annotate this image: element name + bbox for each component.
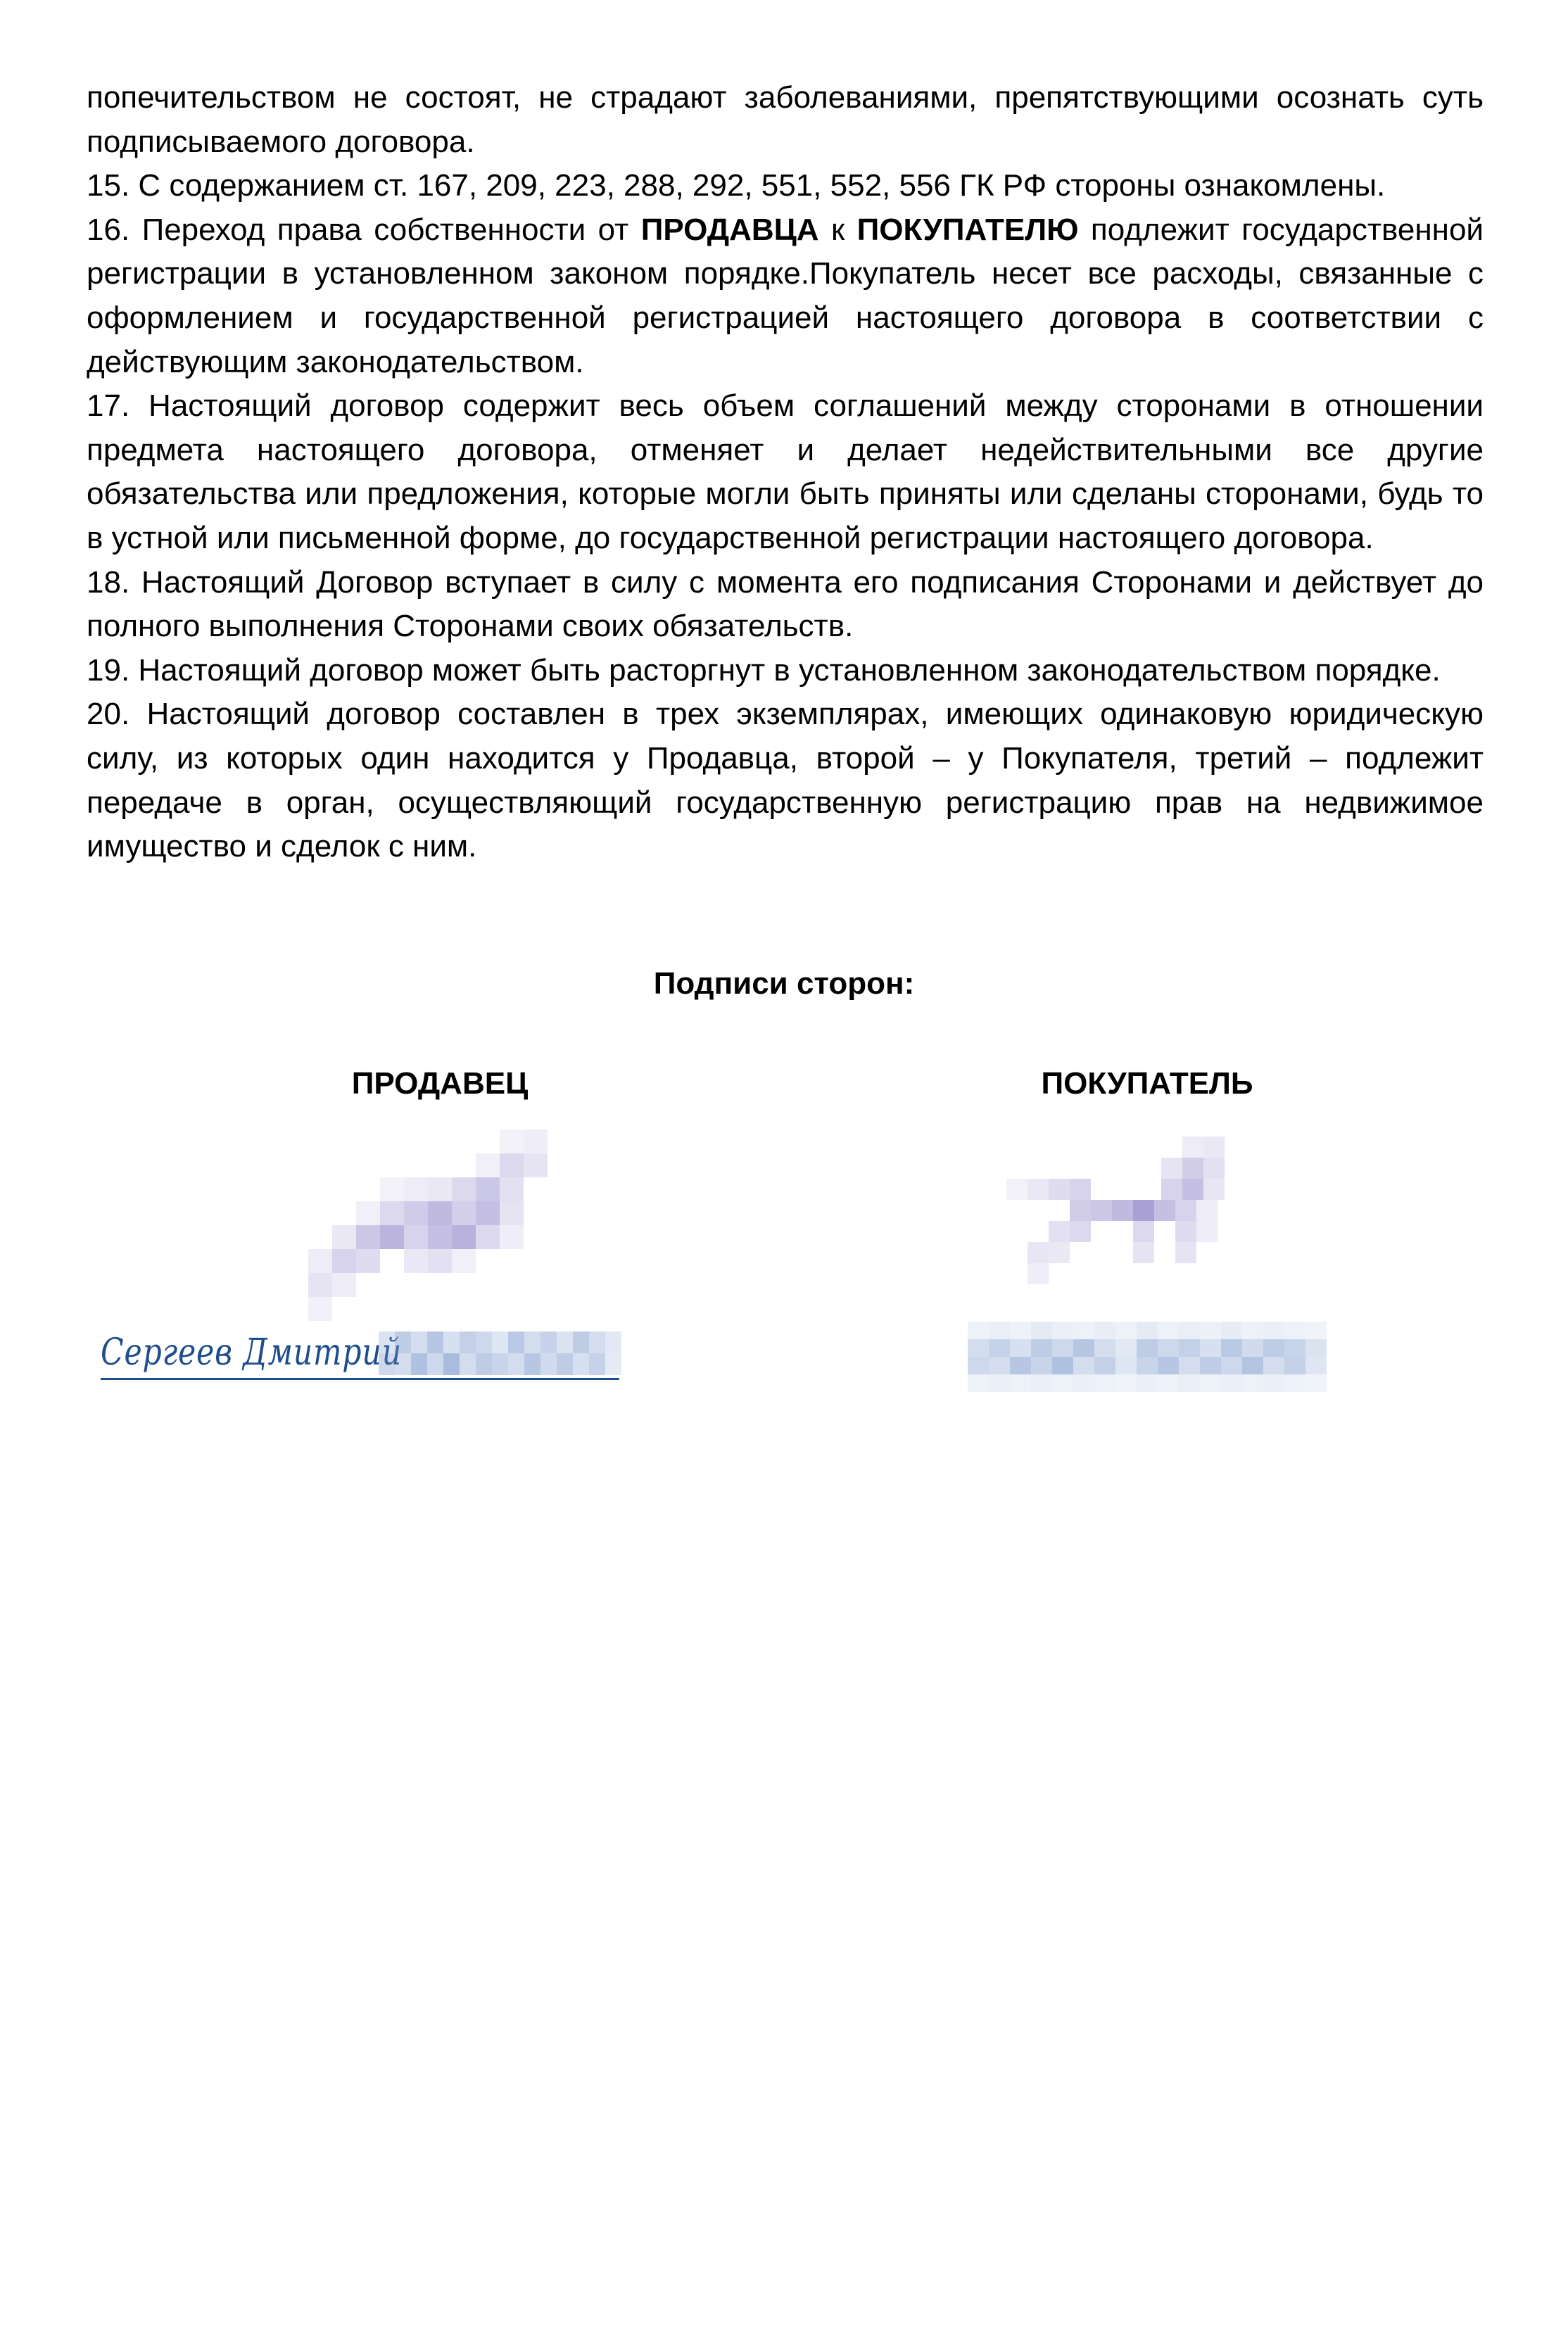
signatures-heading: Подписи сторон: (653, 966, 915, 1001)
clause-14-tail: попечительством не состоят, не страдают заболеваниями, препятствующими осознать суть подписываемого договора. (87, 80, 1484, 159)
clause-19: 19. Настоящий договор может быть расторгнут в установленном законодательством порядке. (87, 652, 1441, 688)
contract-clauses (87, 76, 1484, 869)
seller-name-underline (101, 1378, 619, 1380)
clause-18: 18. Настоящий Договор вступает в силу с момента его подписания Сторонами и действует до полного выполнения Сторонами своих обязательств. (87, 564, 1484, 644)
buyer-name-redacted (968, 1322, 1348, 1392)
clause-15: 15. С содержанием ст. 167, 209, 223, 288, 292, 551, 552, 556 ГК РФ стороны ознакомлены. (87, 168, 1386, 203)
seller-name-script: Сергеев Дмитрий (101, 1331, 402, 1374)
seller-label: ПРОДАВЕЦ (351, 1066, 529, 1101)
clause-16-part-a: 16. Переход права собственности от (87, 212, 641, 247)
clause-17: 17. Настоящий договор содержит весь объем соглашений между сторонами в отношении предмета настоящего договора, отменяет и делает недействительными все другие обязательства или предложения, которые могли быть приняты или сделаны сторонами, будь то в устной или письменной форме, до государственной регистрации настоящего договора. (87, 388, 1484, 555)
clause-16-part-b: к (818, 212, 857, 247)
clause-16-part-c: подлежит государственной регистрации в установленном законом порядке.Покупатель несет все расходы, связанные с оформлением и государственной регистрацией настоящего договора в соответствии с действующим законодательством. (87, 212, 1484, 379)
seller-signature-image (296, 1130, 591, 1330)
buyer-signature-image (1006, 1137, 1267, 1305)
seller-handwritten-name (101, 1329, 621, 1385)
clause-16-buyer: ПОКУПАТЕЛЮ (856, 212, 1079, 247)
clause-16 (87, 208, 1484, 384)
clause-20: 20. Настоящий договор составлен в трех экземплярах, имеющих одинаковую юридическую силу, из которых один находится у Продавца, второй – у Покупателя, третий – подлежит передаче в орган, осуществляющий государственную регистрацию прав на недвижимое имущество и сделок с ним. (87, 697, 1484, 864)
seller-name-redacted (379, 1331, 621, 1375)
clause-16-seller: ПРОДАВЦА (640, 212, 819, 247)
buyer-label: ПОКУПАТЕЛЬ (1041, 1066, 1253, 1101)
